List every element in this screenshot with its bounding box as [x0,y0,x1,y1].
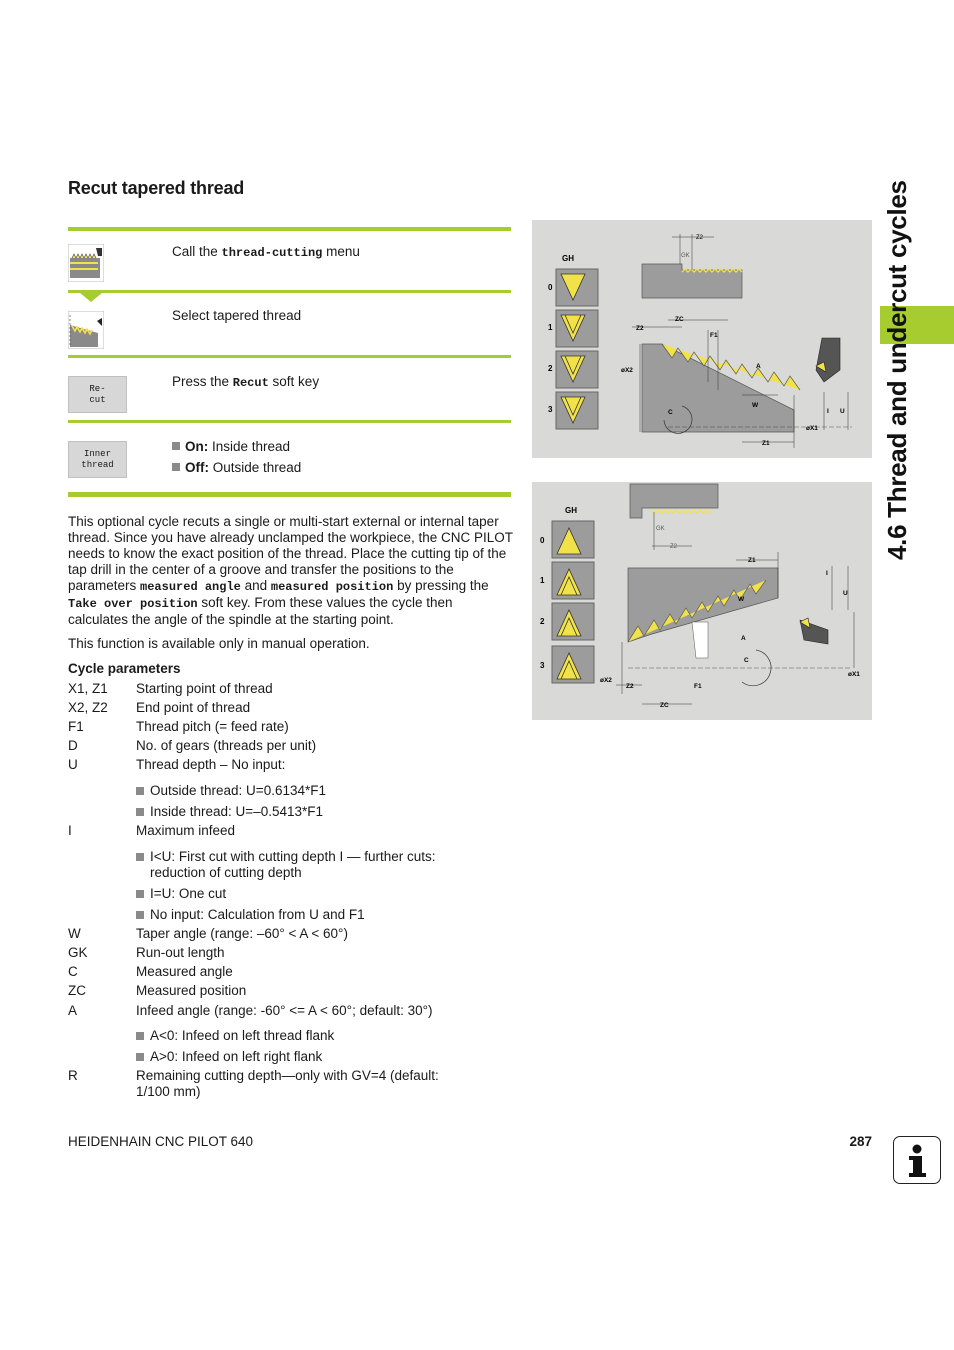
gh-tiles [552,521,594,683]
step-2 [68,293,511,355]
label-gk: GK [656,526,665,532]
label-gh-1: 1 [548,323,553,332]
step-1-text: Call the thread-cutting menu [172,244,360,260]
step-divider [68,492,511,497]
section-title: Recut tapered thread [68,178,245,198]
param-u-bullet-2: Inside thread: U=–0.5413*F1 [136,804,496,820]
param-i-bullet-3: No input: Calculation from U and F1 [136,907,496,923]
bullet-icon [136,1032,144,1040]
label-u: U [843,590,848,597]
code-measured-position: measured position [270,580,394,594]
label-i: I [826,570,828,577]
label-w: W [738,596,745,603]
label-z1: Z1 [762,440,770,447]
info-icon [893,1136,941,1184]
off-option: Off: Outside thread [172,457,301,478]
label-x1: øX1 [806,425,818,432]
bullet-icon [172,442,180,450]
label-c: C [744,657,749,664]
bullet-icon [136,853,144,861]
step-2-text: Select tapered thread [172,308,302,323]
label-gh: GH [565,506,577,515]
manual-note: This function is available only in manual operation. [68,636,370,651]
code-thread-cutting: thread-cutting [221,246,323,260]
label-gh-2: 2 [548,364,553,373]
label-i: I [827,408,829,415]
code-recut: Recut [232,376,269,390]
gh-tiles [556,269,598,429]
label-gh-3: 3 [540,661,545,670]
label-a: A [756,363,761,370]
label-x1: øX1 [848,671,860,678]
tapered-thread-icon[interactable] [68,311,104,349]
label-f1: F1 [710,332,718,339]
intro-paragraph: This optional cycle recuts a single or multi-start external or internal taper thread. Since you have already unclamped the workpiece, the CNC PILOT needs to know the exact position of the thread. Place the cutting tip of the tap drill in the center of a groove and transfer the positions to the parameters measured angle and measured position by pressing the Take over position soft key. From these values the cycle then calculates the angle of the spindle at the starting point. [68,514,513,627]
label-a: A [741,635,746,642]
label-x2: øX2 [621,367,633,374]
label-x2: øX2 [600,677,612,684]
param-i-bullet-2: I=U: One cut [136,886,496,902]
bullet-icon [136,911,144,919]
on-option: On: Inside thread [172,436,290,457]
label-c: C [668,409,673,416]
bullet-icon [136,787,144,795]
bullet-icon [172,463,180,471]
footer-product: HEIDENHAIN CNC PILOT 640 [68,1134,254,1149]
page-number: 287 [849,1134,872,1149]
param-a-bullet-1: A<0: Infeed on left thread flank [136,1028,496,1044]
label-gh-3: 3 [548,405,553,414]
internal-thread-figure [532,482,872,720]
bullet-icon [136,1053,144,1061]
thread-menu-icon[interactable] [68,244,104,282]
label-u: U [840,408,845,415]
inner-thread-softkey[interactable]: Inner thread [68,441,127,478]
label-gh-2: 2 [540,617,545,626]
label-f1: F1 [694,683,702,690]
label-z2-top: Z2 [696,235,704,241]
external-thread-figure [532,220,872,458]
step-1 [68,231,511,291]
param-u-bullet-1: Outside thread: U=0.6134*F1 [136,783,496,799]
label-z2: Z2 [626,683,634,690]
label-zc: ZC [660,702,669,709]
label-z1: Z1 [748,557,756,564]
label-z2: Z2 [636,325,644,332]
chapter-title: 4.6 Thread and undercut cycles [882,180,912,560]
label-gh-0: 0 [548,283,553,292]
param-i-bullet-1: I<U: First cut with cutting depth I — further cuts: reduction of cutting depth [136,849,476,881]
label-gh-1: 1 [540,576,545,585]
param-a-bullet-2: A>0: Infeed on left right flank [136,1049,496,1065]
step-4 [68,423,511,491]
step-3-text: Press the Recut soft key [172,374,320,390]
label-z2-top: Z2 [670,544,678,550]
label-gk: GK [681,253,690,259]
recut-softkey[interactable]: Re- cut [68,376,127,413]
label-zc: ZC [675,316,684,323]
code-take-over-position: Take over position [68,597,198,611]
label-w: W [752,402,759,409]
step-3 [68,358,511,420]
bullet-icon [136,890,144,898]
cycle-params-title: Cycle parameters [68,661,181,676]
label-gh: GH [562,254,574,263]
code-measured-angle: measured angle [140,580,241,594]
bullet-icon [136,808,144,816]
label-gh-0: 0 [540,536,545,545]
